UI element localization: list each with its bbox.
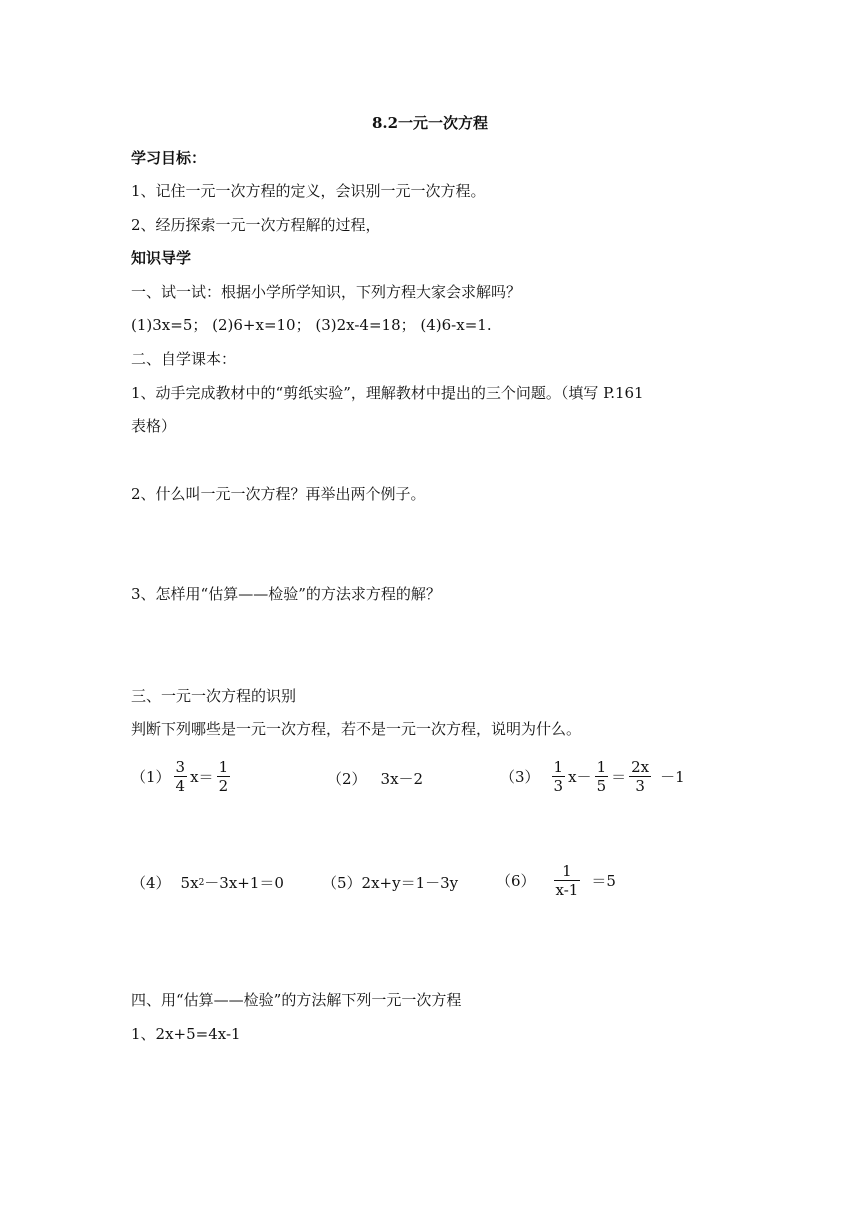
fraction: $\frac{3}{4}$ <box>175 758 186 795</box>
fraction: $\frac{1}{3}$ <box>553 758 564 795</box>
page-title: 8.2一元一次方程 <box>371 114 489 132</box>
equation-5: （5） 2x+y＝1－3y <box>322 874 459 892</box>
part1-equations: (1)3x=5； (2)6+x=10； (3)2x-4=18； (4)6-x=1. <box>131 316 492 334</box>
equation-2-label: （2） <box>327 770 367 788</box>
equation-6-label: （6） <box>496 872 536 890</box>
equation-1: （1） $\frac{3}{4}$ x＝ $\frac{1}{2}$ <box>131 758 229 795</box>
equation-5-label: （5） <box>322 874 362 892</box>
equation-3: （3） $\frac{1}{3}$ x－ $\frac{1}{5}$ ＝ $\frac{2x}{3}$ －1 <box>500 758 685 795</box>
question-3: 3、怎样用“估算——检验”的方法求方程的解？ <box>131 585 441 603</box>
fraction: $\frac{1}{2}$ <box>218 758 229 795</box>
fraction: $\frac{1}{5}$ <box>596 758 607 795</box>
question-1-line-2: 表格） <box>131 417 177 435</box>
part1-title: 一、试一试：根据小学所学知识，下列方程大家会求解吗？ <box>131 283 522 301</box>
objectives-heading: 学习目标： <box>131 149 207 167</box>
equation-4: （4） 5x 2 －3x+1＝0 <box>131 873 284 892</box>
identify-heading: 三、一元一次方程的识别 <box>131 687 297 705</box>
identify-instruction: 判断下列哪些是一元一次方程，若不是一元一次方程，说明为什么。 <box>131 720 582 738</box>
solve-heading: 四、用“估算——检验”的方法解下列一元一次方程 <box>131 991 462 1009</box>
fraction: $\frac{1}{x-1}$ <box>555 862 579 899</box>
equation-6: （6） $\frac{1}{x-1}$ ＝5 <box>496 862 616 899</box>
question-1-line-1: 1、动手完成教材中的“剪纸实验”，理解教材中提出的三个问题。（填写 P.161 <box>131 384 644 402</box>
equation-3-label: （3） <box>500 768 540 786</box>
part2-title: 二、自学课本： <box>131 350 237 368</box>
guide-heading: 知识导学 <box>131 249 192 267</box>
equation-1-label: （1） <box>131 768 171 786</box>
objective-1: 1、记住一元一次方程的定义，会识别一元一次方程。 <box>131 182 486 200</box>
objective-2: 2、经历探索一元一次方程解的过程， <box>131 216 381 234</box>
fraction: $\frac{2x}{3}$ <box>631 758 650 795</box>
equation-2: （2） 3x－2 <box>327 770 424 788</box>
question-2: 2、什么叫一元一次方程？再举出两个例子。 <box>131 485 426 503</box>
equation-4-label: （4） <box>131 874 171 892</box>
solve-problem-1: 1、2x+5=4x-1 <box>131 1025 241 1043</box>
